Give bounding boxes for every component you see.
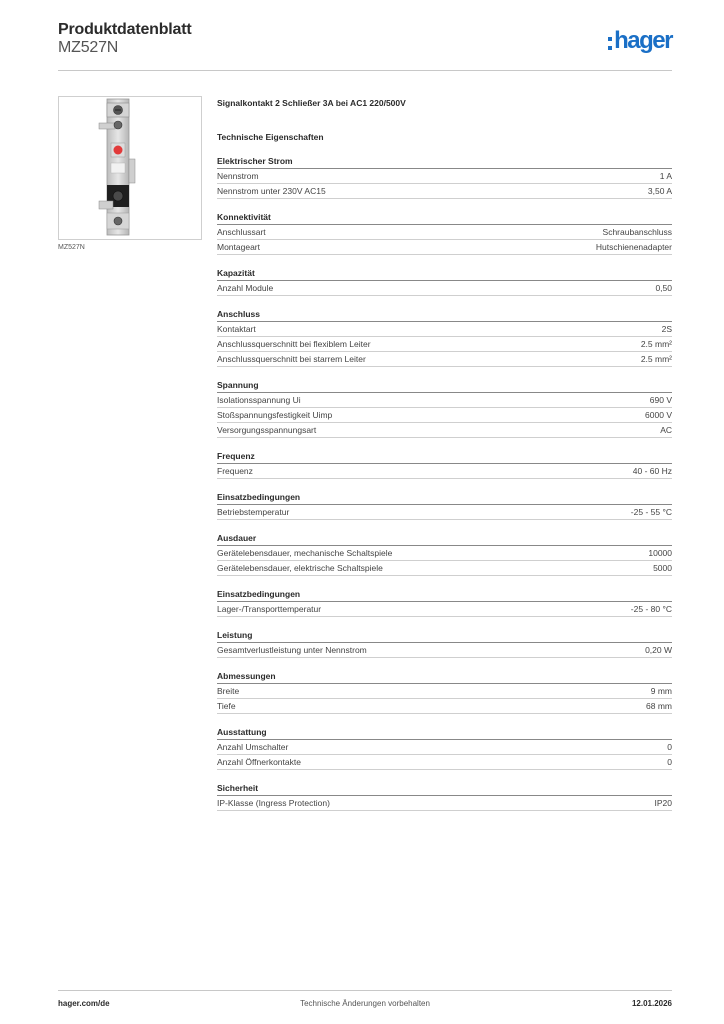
spec-row [217, 184, 672, 199]
product-heading: Signalkontakt 2 Schließer 3A bei AC1 220/500V [217, 98, 406, 108]
spec-value: 3,50 A [647, 186, 672, 196]
image-caption: MZ527N [58, 244, 85, 251]
spec-value: AC [660, 425, 672, 435]
product-image [58, 96, 202, 240]
spec-label: Anzahl Umschalter [217, 742, 289, 752]
spec-row [217, 322, 672, 337]
spec-label: Montageart [217, 242, 260, 252]
spec-label: Versorgungsspannungsart [217, 425, 317, 435]
spec-label: Stoßspannungsfestigkeit Uimp [217, 410, 333, 420]
spec-label: Nennstrom unter 230V AC15 [217, 186, 326, 196]
spec-value: Schraubanschluss [602, 227, 672, 237]
spec-section [217, 782, 672, 811]
spec-row [217, 740, 672, 755]
spec-section [217, 450, 672, 479]
spec-value: 0 [667, 742, 672, 752]
spec-section [217, 379, 672, 438]
red-indicator [114, 146, 123, 155]
spec-value: 2.5 mm² [640, 354, 672, 364]
spec-row [217, 755, 672, 770]
spec-value: 5000 [653, 563, 672, 573]
spec-row [217, 408, 672, 423]
section-title: Einsatzbedingungen [217, 491, 672, 505]
spec-row [217, 240, 672, 255]
section-title: Konnektivität [217, 211, 672, 225]
spec-row [217, 281, 672, 296]
section-title: Abmessungen [217, 670, 672, 684]
spec-section [217, 211, 672, 255]
logo-dots-icon [608, 37, 612, 50]
spec-row [217, 561, 672, 576]
spec-row [217, 505, 672, 520]
section-title: Spannung [217, 379, 672, 393]
section-title: Leistung [217, 629, 672, 643]
spec-value: 0,50 [655, 283, 672, 293]
spec-section [217, 491, 672, 520]
spec-label: Lager-/Transporttemperatur [217, 604, 322, 614]
spec-value: 1 A [659, 171, 672, 181]
spec-value: 2S [661, 324, 672, 334]
spec-value: 0,20 W [645, 645, 672, 655]
spec-section [217, 726, 672, 770]
spec-label: Isolationsspannung Ui [217, 395, 301, 405]
spec-label: Kontaktart [217, 324, 256, 334]
spec-label: Frequenz [217, 466, 253, 476]
spec-value: 40 - 60 Hz [632, 466, 672, 476]
spec-row [217, 337, 672, 352]
spec-value: 690 V [649, 395, 672, 405]
spec-section [217, 670, 672, 714]
signal-contact-device-icon [59, 97, 201, 239]
section-title: Ausstattung [217, 726, 672, 740]
document-title: Produktdatenblatt [58, 21, 192, 38]
spec-section [217, 532, 672, 576]
logo-text: hager [614, 27, 672, 54]
spec-row [217, 464, 672, 479]
spec-row [217, 352, 672, 367]
spec-row [217, 796, 672, 811]
spec-value: -25 - 55 °C [630, 507, 672, 517]
spec-label: Anschlussquerschnitt bei flexiblem Leiter [217, 339, 371, 349]
section-title: Einsatzbedingungen [217, 588, 672, 602]
section-title: Sicherheit [217, 782, 672, 796]
spec-label: Gerätelebensdauer, mechanische Schaltspiele [217, 548, 393, 558]
spec-label: Anzahl Module [217, 283, 274, 293]
spec-row [217, 169, 672, 184]
section-title: Anschluss [217, 308, 672, 322]
spec-label: Gerätelebensdauer, elektrische Schaltspiele [217, 563, 383, 573]
spec-label: Betriebstemperatur [217, 507, 290, 517]
spec-label: Nennstrom [217, 171, 259, 181]
spec-section [217, 629, 672, 658]
technical-properties-heading: Technische Eigenschaften [217, 132, 324, 142]
hager-logo [608, 28, 672, 54]
spec-section [217, 588, 672, 617]
spec-value: -25 - 80 °C [630, 604, 672, 614]
spec-sections [217, 155, 672, 811]
footer-note: Technische Änderungen vorbehalten [300, 999, 430, 1008]
footer-date: 12.01.2026 [631, 999, 672, 1008]
page-footer [58, 990, 672, 1019]
page-header [58, 20, 672, 71]
section-title: Ausdauer [217, 532, 672, 546]
spec-content [217, 96, 672, 811]
section-title: Frequenz [217, 450, 672, 464]
spec-section [217, 308, 672, 367]
spec-value: 0 [667, 757, 672, 767]
spec-label: Anschlussart [217, 227, 266, 237]
spec-value: 68 mm [646, 701, 672, 711]
spec-value: 9 mm [650, 686, 672, 696]
footer-website: hager.com/de [58, 999, 110, 1008]
spec-value: 2.5 mm² [640, 339, 672, 349]
spec-value: Hutschienenadapter [595, 242, 672, 252]
spec-value: 6000 V [645, 410, 672, 420]
product-code: MZ527N [58, 39, 119, 56]
spec-label: Anschlussquerschnitt bei starrem Leiter [217, 354, 366, 364]
spec-row [217, 699, 672, 714]
section-title: Kapazität [217, 267, 672, 281]
spec-label: Tiefe [217, 701, 236, 711]
spec-row [217, 546, 672, 561]
spec-row [217, 643, 672, 658]
spec-section [217, 155, 672, 199]
section-title: Elektrischer Strom [217, 155, 672, 169]
spec-value: 10000 [648, 548, 672, 558]
spec-row [217, 423, 672, 438]
spec-row [217, 684, 672, 699]
spec-value: IP20 [654, 798, 672, 808]
spec-row [217, 225, 672, 240]
spec-label: Breite [217, 686, 240, 696]
spec-label: Gesamtverlustleistung unter Nennstrom [217, 645, 367, 655]
spec-label: IP-Klasse (Ingress Protection) [217, 798, 330, 808]
spec-section [217, 267, 672, 296]
spec-label: Anzahl Öffnerkontakte [217, 757, 301, 767]
spec-row [217, 602, 672, 617]
spec-row [217, 393, 672, 408]
